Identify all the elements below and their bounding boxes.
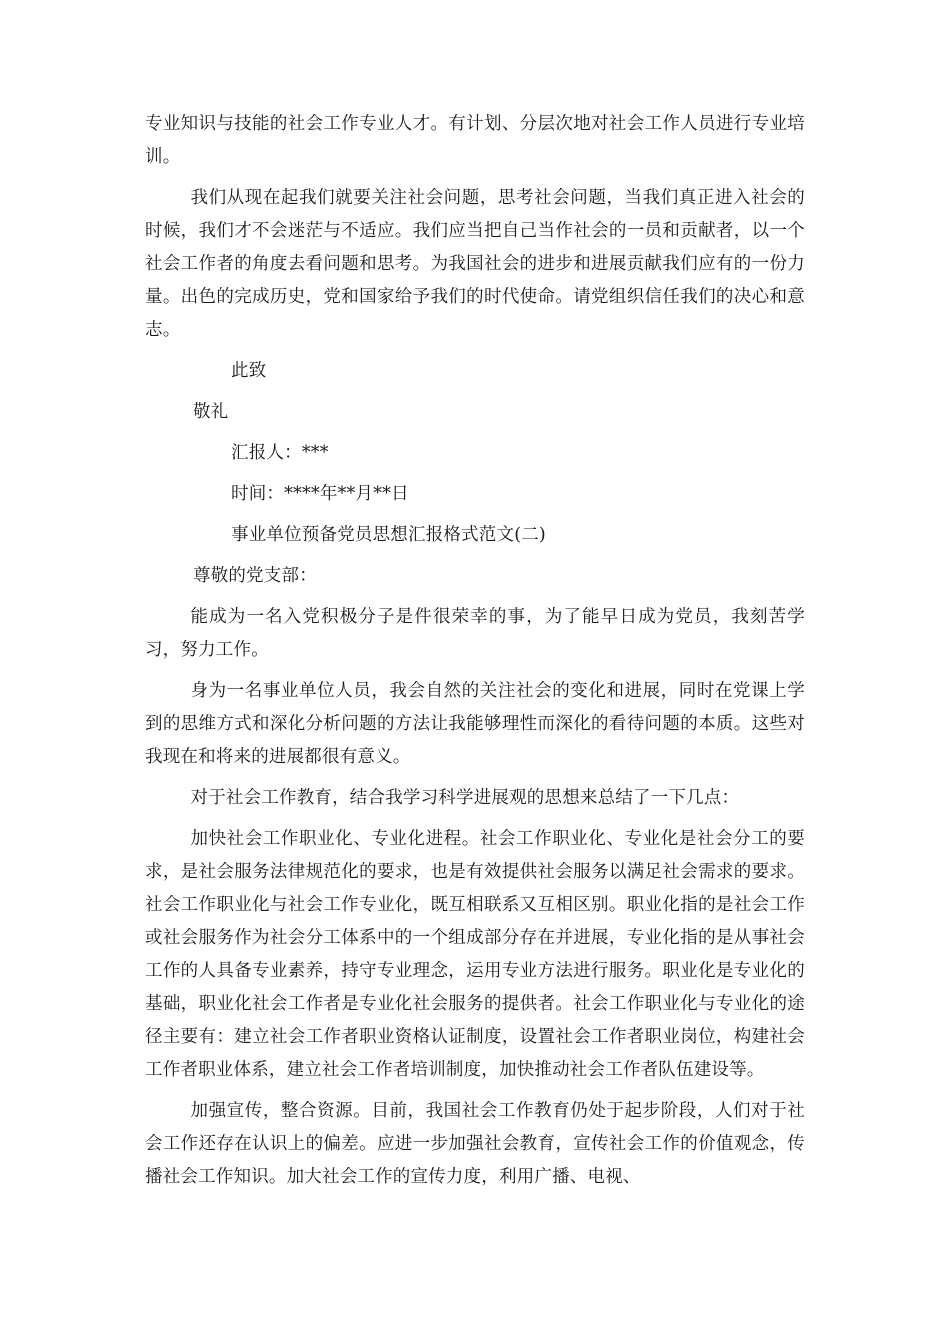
paragraph-awareness: 身为一名事业单位人员，我会自然的关注社会的变化和进展，同时在党课上学到的思维方式和深化分析问题的方法让我能够理性而深化的看待问题的本质。这些对我现在和将来的进展都很有意义。	[145, 681, 805, 767]
document-page	[145, 108, 805, 1202]
paragraph-summary-lead: 对于社会工作教育，结合我学习科学进展观的思想来总结了一下几点：	[190, 788, 740, 808]
paragraph-professionalization: 加快社会工作职业化、专业化进程。社会工作职业化、专业化是社会分工的要求，是社会服务法律规范化的要求，也是有效提供社会服务以满足社会需求的要求。社会工作职业化与社会工作专业化，既互相联系又互相区别。职业化指的是社会工作或社会服务作为社会分工体系中的一个组成部分存在并进展，专业化指的是从事社会工作的人具备专业素养，持守专业理念，运用专业方法进行服务。职业化是专业化的基础，职业化社会工作者是专业化社会服务的提供者。社会工作职业化与专业化的途径主要有：建立社会工作者职业资格认证制度，设置社会工作者职业岗位，构建社会工作者职业体系，建立社会工作者培训制度，加快推动社会工作者队伍建设等。	[145, 829, 805, 1080]
reporter-line: 汇报人：***	[231, 443, 329, 463]
paragraph-publicity: 加强宣传，整合资源。目前，我国社会工作教育仍处于起步阶段，人们对于社会工作还存在认识上的偏差。应进一步加强社会教育，宣传社会工作的价值观念，传播社会工作知识。加大社会工作的宣传力度，利用广播、电视、	[145, 1101, 805, 1187]
section-title: 事业单位预备党员思想汇报格式范文(二)	[231, 525, 546, 545]
salutation: 尊敬的党支部：	[193, 566, 317, 586]
date-line: 时间：****年**月**日	[231, 484, 409, 504]
paragraph-intro: 能成为一名入党积极分子是件很荣幸的事，为了能早日成为党员，我刻苦学习，努力工作。	[145, 607, 805, 660]
paragraph-commitment: 我们从现在起我们就要关注社会问题，思考社会问题，当我们真正进入社会的时候，我们才不会迷茫与不适应。我们应当把自己当作社会的一员和贡献者，以一个社会工作者的角度去看问题和思考。为我国社会的进步和进展贡献我们应有的一份力量。出色的完成历史，党和国家给予我们的时代使命。请党组织信任我们的决心和意志。	[145, 188, 805, 340]
closing-cizhi: 此致	[231, 361, 267, 381]
paragraph-continuation: 专业知识与技能的社会工作专业人才。有计划、分层次地对社会工作人员进行专业培训。	[145, 114, 805, 167]
closing-jingli: 敬礼	[193, 402, 229, 422]
